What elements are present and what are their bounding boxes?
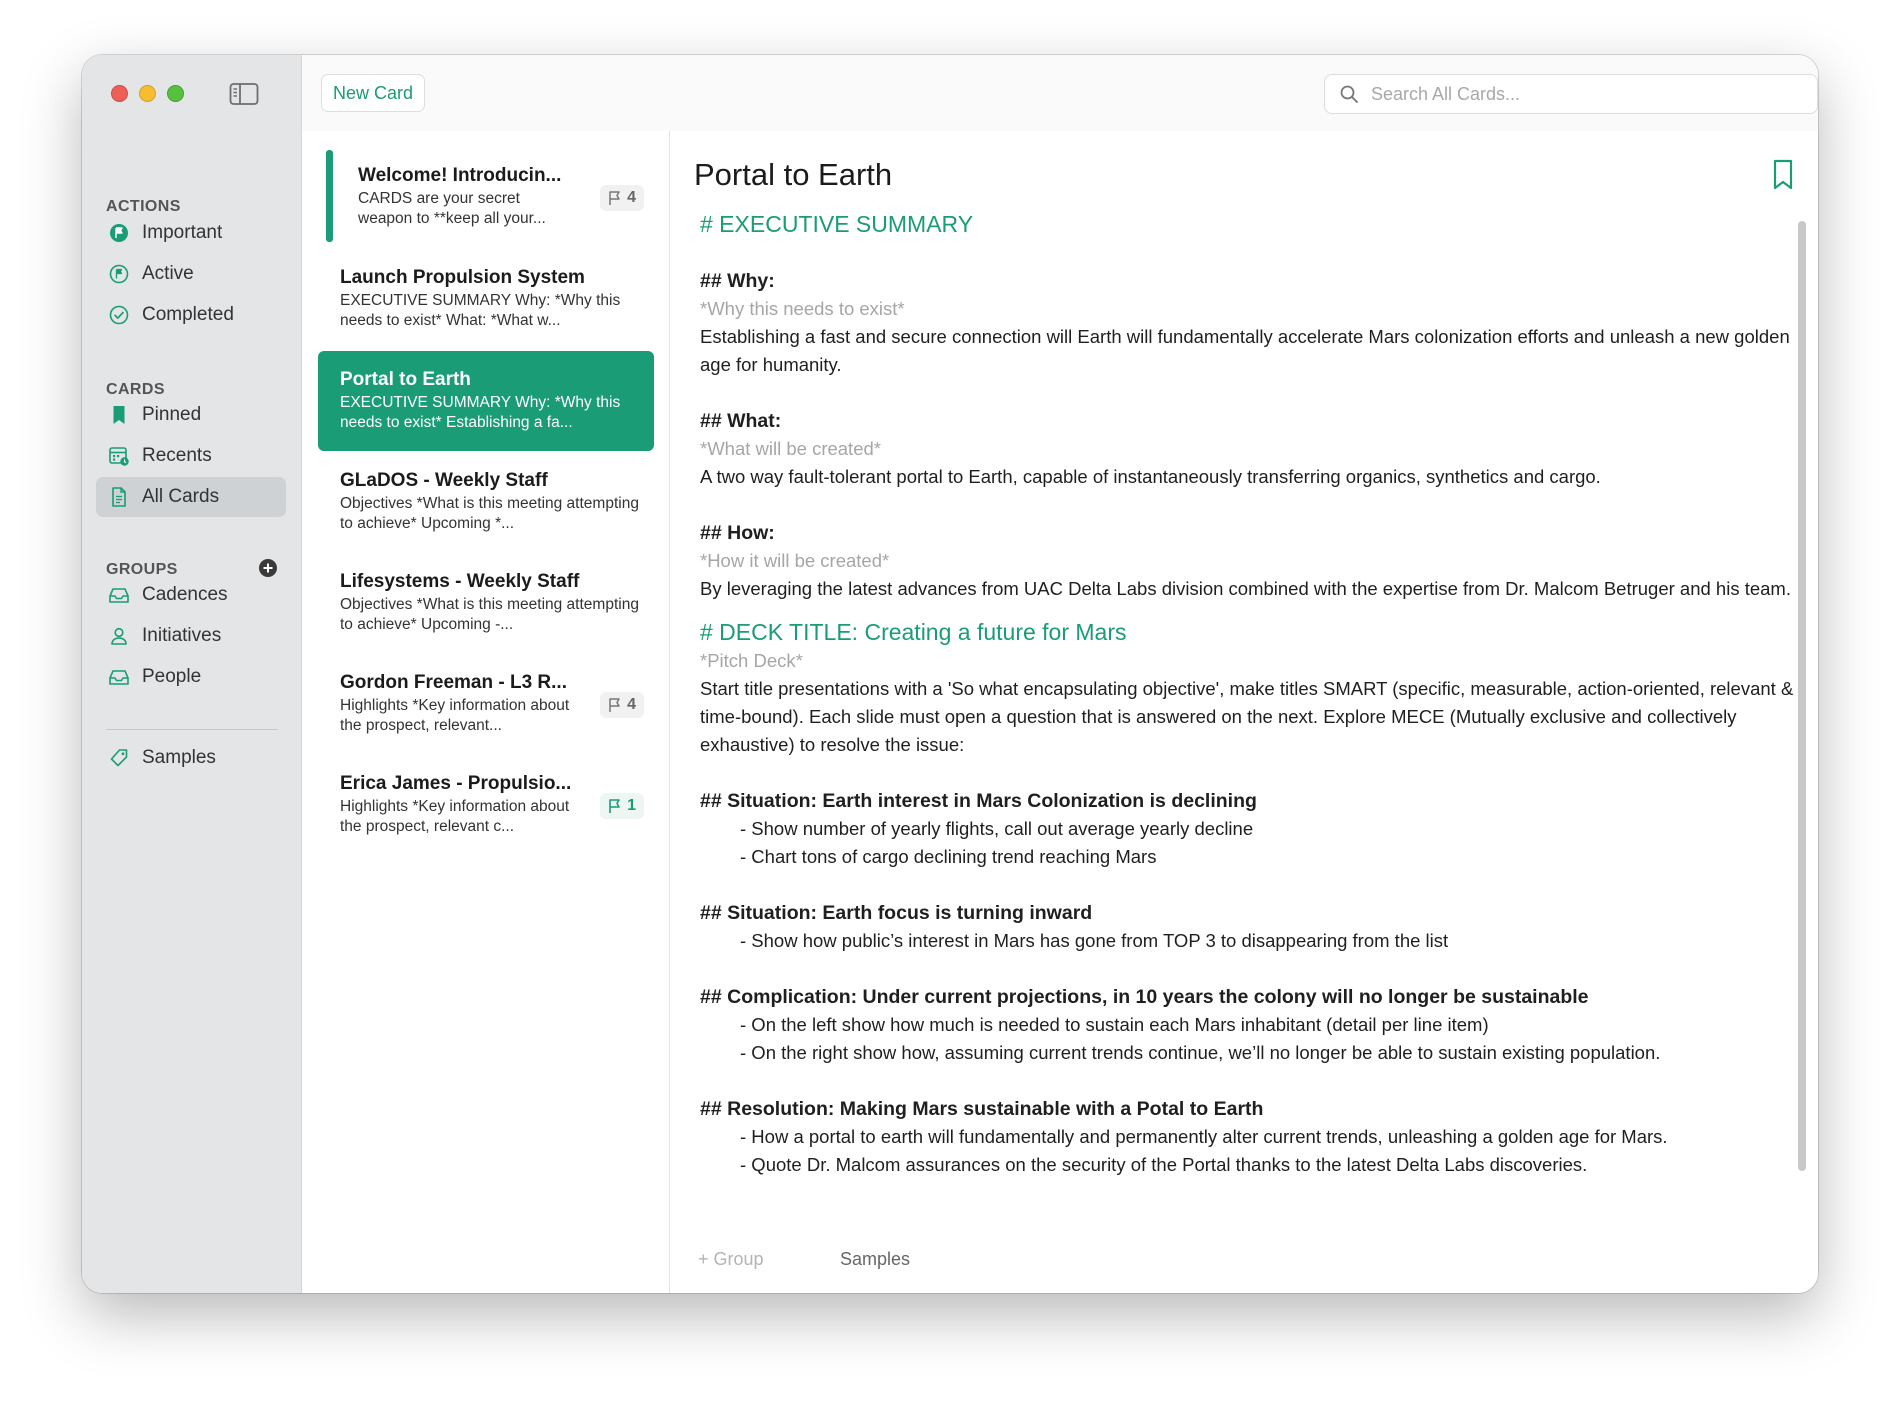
pinned-accent-bar (326, 150, 333, 242)
sidebar-item-label: Active (142, 263, 194, 284)
sidebar-item-label: Cadences (142, 584, 228, 605)
check-circle-icon (108, 304, 130, 326)
flag-icon (608, 697, 622, 713)
calendar-clock-icon (108, 445, 130, 467)
section-heading: ## Situation: Earth focus is turning inward (700, 902, 1093, 924)
search-field[interactable] (1324, 74, 1818, 114)
flag-icon (608, 190, 622, 206)
exec-summary-heading: # EXECUTIVE SUMMARY (700, 211, 974, 237)
sidebar-item-recents[interactable] (96, 436, 286, 476)
card-title: Lifesystems - Weekly Staff (340, 571, 580, 592)
deck-title-heading: # DECK TITLE: Creating a future for Mars (700, 619, 1127, 645)
sidebar-item-label: Initiatives (142, 625, 222, 646)
document-icon (108, 486, 130, 508)
search-input[interactable] (1371, 84, 1791, 105)
bullet-item: - Show how public’s interest in Mars has gone from TOP 3 to disappearing from the list (740, 930, 1449, 951)
card-snippet: CARDS are your secret weapon to **keep all your... (358, 190, 546, 227)
what-hint: *What will be created* (700, 438, 881, 459)
card-snippet: Highlights *Key information about the prospect, relevant... (340, 697, 570, 734)
card-item-erica-james[interactable] (318, 755, 654, 855)
tag-icon (108, 747, 130, 769)
flag-circle-outline-icon (108, 263, 130, 285)
card-detail (670, 131, 1818, 1293)
how-hint: *How it will be created* (700, 550, 890, 571)
sidebar-item-important[interactable] (96, 213, 286, 253)
bullet-item: - On the right show how, assuming current trends continue, we’ll no longer be able to sustain existing population. (740, 1042, 1661, 1063)
flag-count: 4 (627, 189, 636, 206)
bookmark-outline-icon[interactable] (1772, 159, 1794, 191)
card-item-gordon-freeman[interactable] (318, 654, 654, 754)
toolbar (302, 55, 1818, 131)
section-heading: ## Situation: Earth interest in Mars Colonization is declining (700, 790, 1257, 812)
add-group-button[interactable]: + Group (698, 1249, 764, 1269)
sidebar-item-all-cards[interactable] (96, 477, 286, 517)
section-heading: ## Resolution: Making Mars sustainable with a Potal to Earth (700, 1098, 1264, 1120)
card-title: Erica James - Propulsio... (340, 773, 572, 794)
flag-count: 4 (627, 696, 636, 713)
card-title: Welcome! Introducin... (358, 165, 562, 186)
section-heading: ## Complication: Under current projections, in 10 years the colony will no longer be sustainable (700, 986, 1589, 1008)
sidebar-item-label: All Cards (142, 486, 220, 507)
sidebar-divider (106, 729, 278, 730)
card-snippet: EXECUTIVE SUMMARY Why: *Why this needs to exist* What: *What w... (340, 292, 621, 329)
bullet-item: - On the left show how much is needed to sustain each Mars inhabitant (detail per line item) (740, 1014, 1489, 1035)
sidebar-toggle-icon[interactable] (229, 82, 259, 106)
minimize-window-button[interactable] (139, 85, 156, 102)
group-tag-samples[interactable]: Samples (840, 1249, 911, 1269)
card-item-glados[interactable] (318, 452, 654, 552)
card-item-launch-propulsion[interactable] (318, 249, 654, 349)
what-heading: ## What: (700, 410, 782, 432)
how-body: By leveraging the latest advances from UAC Delta Labs division combined with the expertise from Dr. Malcom Betruger and his team. (700, 578, 1791, 599)
close-window-button[interactable] (111, 85, 128, 102)
sidebar-item-label: Completed (142, 304, 234, 325)
how-heading: ## How: (700, 522, 775, 544)
search-icon (1339, 84, 1359, 104)
card-item-welcome[interactable] (318, 147, 654, 247)
sidebar-item-label: Recents (142, 445, 212, 466)
flag-icon (608, 798, 622, 814)
card-snippet: Objectives *What is this meeting attempting to achieve* Upcoming *... (340, 495, 639, 532)
why-body: Establishing a fast and secure connection will Earth will fundamentally accelerate Mars colonization efforts and unleash a new golden age for humanity. (700, 326, 1790, 375)
card-footer (670, 1233, 1818, 1293)
sidebar-item-label: People (142, 666, 202, 687)
sidebar-item-label: Important (142, 222, 223, 243)
card-list (302, 131, 670, 1293)
card-snippet: Objectives *What is this meeting attempting to achieve* Upcoming -... (340, 596, 639, 633)
deck-hint: *Pitch Deck* (700, 650, 803, 671)
card-item-portal-to-earth[interactable] (318, 351, 654, 451)
tray-icon (108, 666, 130, 688)
card-detail-title[interactable]: Portal to Earth (694, 157, 893, 192)
sidebar-item-samples[interactable] (96, 738, 286, 778)
tray-icon (108, 584, 130, 606)
person-icon (108, 625, 130, 647)
window-controls (111, 85, 184, 102)
why-hint: *Why this needs to exist* (700, 298, 905, 319)
sidebar-item-label: Pinned (142, 404, 202, 425)
flag-count: 1 (627, 797, 636, 814)
bookmark-icon (108, 404, 130, 426)
card-snippet: EXECUTIVE SUMMARY Why: *Why this needs to exist* Establishing a fa... (340, 394, 621, 431)
sidebar (82, 55, 302, 1293)
card-body-editor[interactable] (700, 209, 1800, 1179)
new-card-button[interactable]: New Card (321, 74, 425, 112)
bullet-item: - Chart tons of cargo declining trend reaching Mars (740, 846, 1157, 867)
card-title: GLaDOS - Weekly Staff (340, 470, 548, 491)
deck-body: Start title presentations with a 'So what encapsulating objective', make titles SMART (specific, measurable, action-oriented, relevant & time-bound). Each slide must open a question that is answered on the next. Explore MECE (Mutually exclusive and collectively exhaustive) to resolve the issue: (700, 678, 1794, 755)
card-title: Launch Propulsion System (340, 267, 585, 288)
zoom-window-button[interactable] (167, 85, 184, 102)
why-heading: ## Why: (700, 270, 775, 292)
sidebar-item-pinned[interactable] (96, 395, 286, 435)
flag-count-badge (600, 185, 644, 211)
card-snippet: Highlights *Key information about the prospect, relevant c... (340, 798, 570, 835)
sidebar-item-active[interactable] (96, 254, 286, 294)
sidebar-item-label: Samples (142, 747, 216, 768)
bullet-item: - How a portal to earth will fundamentally and permanently alter current trends, unleashing a golden age for Mars. (740, 1126, 1668, 1147)
app-window (82, 55, 1818, 1293)
flag-count-badge (600, 793, 644, 819)
actions-section-title: ACTIONS (106, 198, 181, 215)
flag-count-badge (600, 692, 644, 718)
scrollbar-thumb[interactable] (1798, 221, 1806, 1171)
sidebar-item-cadences[interactable] (96, 575, 286, 615)
card-title: Gordon Freeman - L3 R... (340, 672, 567, 693)
sidebar-item-completed[interactable] (96, 295, 286, 335)
flag-circle-icon (108, 222, 130, 244)
groups-section-title: GROUPS (106, 561, 178, 578)
bullet-item: - Quote Dr. Malcom assurances on the security of the Portal thanks to the latest Delta Labs discoveries. (740, 1154, 1588, 1175)
sidebar-item-people[interactable] (96, 657, 286, 697)
card-item-lifesystems[interactable] (318, 553, 654, 653)
bullet-item: - Show number of yearly flights, call out average yearly decline (740, 818, 1254, 839)
sidebar-item-initiatives[interactable] (96, 616, 286, 656)
card-title: Portal to Earth (340, 369, 471, 390)
cards-section-title: CARDS (106, 381, 165, 398)
what-body: A two way fault-tolerant portal to Earth, capable of instantaneously transferring organics, synthetics and cargo. (700, 466, 1601, 487)
